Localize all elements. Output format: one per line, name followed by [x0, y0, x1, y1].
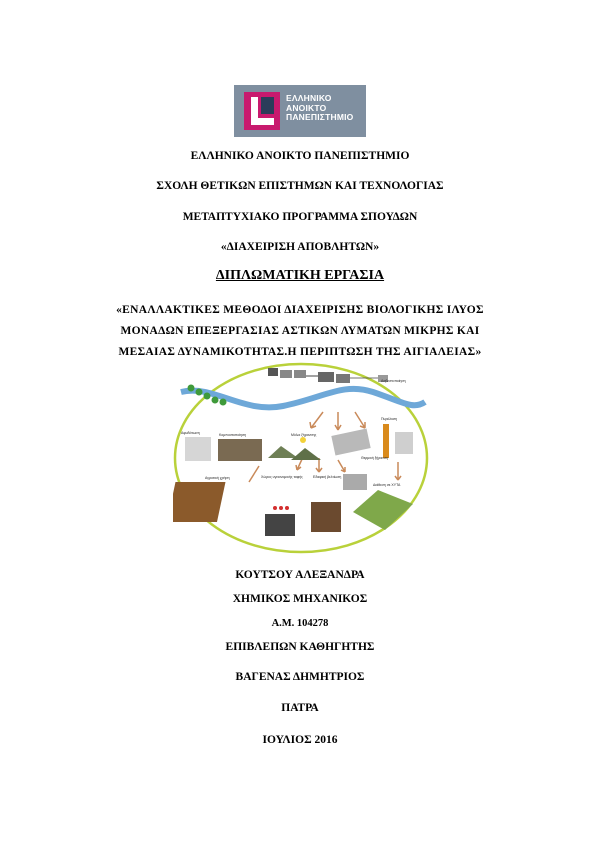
agriculture-field-image [173, 482, 225, 522]
plants-icon [273, 506, 289, 510]
school-name: ΣΧΟΛΗ ΘΕΤΙΚΩΝ ΕΠΙΣΤΗΜΩΝ ΚΑΙ ΤΕΧΝΟΛΟΓΙΑΣ [156, 180, 444, 192]
dewatering-image [185, 437, 211, 461]
label-agriculture: Αγροτική χρήση [205, 476, 230, 480]
soil-image [311, 502, 341, 532]
label-soil: Εδαφική βελτίωση [313, 475, 342, 479]
student-id: Α.Μ. 104278 [271, 618, 329, 629]
logo-line-1: ΕΛΛΗΝΙΚΟ [286, 93, 332, 103]
label-composting: Κομποστοποίηση [219, 433, 247, 437]
logo-line-3: ΠΑΝΕΠΙΣΤΗΜΙΟ [286, 112, 354, 122]
thesis-title-line-2: ΜΟΝΑΔΩΝ ΕΠΕΞΕΡΓΑΣΙΑΣ ΑΣΤΙΚΩΝ ΛΥΜΑΤΩΝ ΜΙΚΡΗΣ ΚΑΙ [120, 325, 480, 337]
landfill-image [265, 514, 295, 536]
program-name: «ΔΙΑΧΕΙΡΙΣΗ ΑΠΟΒΛΗΤΩΝ» [220, 241, 380, 253]
pyrolysis-image [383, 424, 389, 458]
university-name: ΕΛΛΗΝΙΚΟ ΑΝΟΙΚΤΟ ΠΑΝΕΠΙΣΤΗΜΙΟ [190, 150, 410, 162]
machinery-image [343, 474, 367, 490]
university-logo [234, 85, 366, 137]
label-dewatering: Αφυδάτωση [181, 431, 200, 435]
lime-plant-image [395, 432, 413, 454]
label-wetlands: Μύλοι ξήρανσης [291, 433, 317, 437]
date: ΙΟΥΛΙΟΣ 2016 [262, 734, 338, 746]
label-landfill: Χώρος υγειονομικής ταφής [261, 475, 303, 479]
logo-line-2: ΑΝΟΙΚΤΟ [286, 102, 327, 113]
label-pyrolysis: Πυρόλυση [381, 417, 397, 421]
thesis-title-line-3: ΜΕΣΑΙΑΣ ΔΥΝΑΜΙΚΟΤΗΤΑΣ.Η ΠΕΡΙΠΤΩΣΗ ΤΗΣ ΑΙΓΙΑΛΕΙΑΣ» [118, 346, 482, 358]
city: ΠΑΤΡΑ [281, 702, 319, 714]
sun-icon [300, 437, 306, 443]
label-disposal: Διάθεση σε ΧΥΤΑ [373, 483, 401, 487]
sludge-management-illustration [173, 362, 429, 554]
supervisor-label: ΕΠΙΒΛΕΠΩΝ ΚΑΘΗΓΗΤΗΣ [225, 641, 375, 653]
thesis-title-line-1: «ΕΝΑΛΛΑΚΤΙΚΕΣ ΜΕΘΟΔΟΙ ΔΙΑΧΕΙΡΙΣΗΣ ΒΙΟΛΟΓΙΚΗΣ ΙΛΥΟΣ [116, 304, 484, 316]
label-drying: Θερμική ξήρανση [361, 456, 389, 460]
author-name: ΚΟΥΤΣΟΥ ΑΛΕΞΑΝΔΡΑ [235, 569, 365, 581]
label-lime: Ασβεστοποίηση [381, 379, 406, 383]
thesis-type-heading: ΔΙΠΛΩΜΑΤΙΚΗ ΕΡΓΑΣΙΑ [215, 268, 385, 283]
author-profession: ΧΗΜΙΚΟΣ ΜΗΧΑΝΙΚΟΣ [232, 593, 368, 605]
program-label: ΜΕΤΑΠΤΥΧΙΑΚΟ ΠΡΟΓΡΑΜΜΑ ΣΠΟΥΔΩΝ [182, 211, 418, 223]
composting-image [218, 439, 262, 461]
logo-text [286, 94, 353, 123]
supervisor-name: ΒΑΓΕΝΑΣ ΔΗΜΗΤΡΙΟΣ [235, 671, 365, 683]
logo-mark-icon [244, 92, 280, 130]
